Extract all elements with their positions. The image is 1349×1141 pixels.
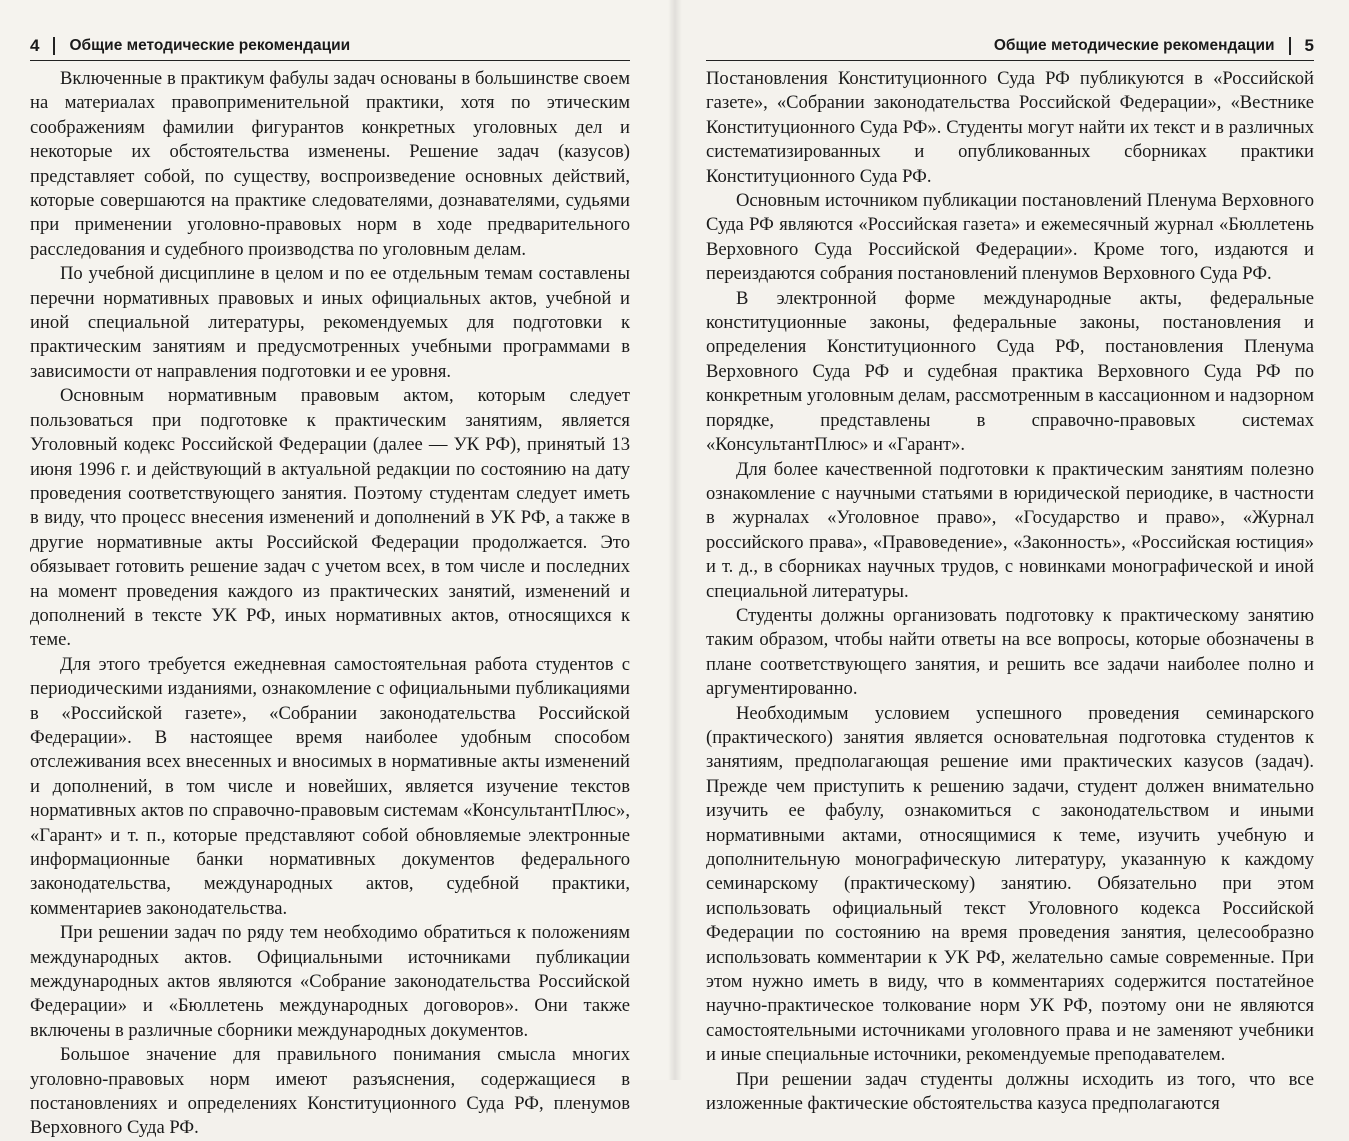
paragraph: При решении задач по ряду тем необходимо обратиться к положениям международных актов. Официальными источниками публикации международных актов являются «Собрание законодательства Российской Федерации» и «Бюллетень международных договоров». Они также включены в различные сборники международных документов. — [30, 922, 630, 1041]
paragraph: Необходимым условием успешного проведения семинарского (практического) занятия является основательная подготовка студентов к занятиям, предполагающая решение ими практических казусов (задач). Прежде чем приступить к решению задачи, студент должен внимательно изучить ее фабулу, ознакомиться с законодательством и иными нормативными актами, относящимися к теме, изучить учебную и дополнительную монографическую литературу, указанную к каждому семинарскому (практическому) занятию. Обязательно при этом использовать официальный текст Уголовного кодекса Российской Федерации по состоянию на время проведения занятия, целесообразно использовать комментарии к УК РФ, желательно самые современные. При этом нужно иметь в виду, что в комментариях содержится постатейное научно-практическое толкование норм УК РФ, поэтому они не являются самостоятельными источниками уголовного права и не заменяют учебники и иные специальные источники, рекомендуемые преподавателем. — [706, 702, 1314, 1066]
paragraph: При решении задач студенты должны исходить из того, что все изложенные фактические обстоятельства казуса предполагаются — [706, 1068, 1314, 1115]
paragraph: Большое значение для правильного понимания смысла многих уголовно-правовых норм имеют разъяснения, содержащиеся в постановлениях и определениях Конституционного Суда РФ, пленумов Верховного Суда РФ. — [30, 1044, 630, 1139]
left-running-header — [30, 34, 630, 61]
right-page-text — [706, 67, 1314, 1116]
paragraph: В электронной форме международные акты, федеральные конституционные законы, федеральные законы, постановления и определения Конституционного Суда РФ, постановления Пленума Верховного Суда РФ и судебная практика Верховного Суда РФ по конкретным уголовным делам, рассмотренным в кассационном и надзорном порядке, представлены в справочно-правовых системах «КонсультантПлюс» и «Гарант». — [706, 287, 1314, 456]
left-running-head: Общие методические рекомендации — [69, 37, 351, 54]
paragraph: По учебной дисциплине в целом и по ее отдельным темам составлены перечни нормативных правовых и иных официальных актов, учебной и иной специальной литературы, рекомендуемых для подготовки к практическим занятиям и предусмотренных учебными программами в зависимости от направления подготовки и ее уровня. — [30, 263, 630, 382]
left-page-number: 4 — [30, 36, 40, 55]
left-page — [0, 0, 670, 1139]
paragraph: Основным нормативным правовым актом, которым следует пользоваться при подготовке к практическим занятиям, является Уголовный кодекс Российской Федерации (далее — УК РФ), принятый 13 июня 1996 г. и действующий в актуальной редакции по состоянию на дату проведения соответствующего занятия. Поэтому студентам следует иметь в виду, что процесс внесения изменений и дополнений в УК РФ, а также в другие нормативные акты Российской Федерации продолжается. Это обязывает готовить решение задач с учетом всех, в том числе и последних на момент проведения каждого из практических занятий, изменений и дополнений в тексте УК РФ, иных нормативных актов, относящихся к теме. — [30, 385, 630, 651]
paragraph: Для этого требуется ежедневная самостоятельная работа студентов с периодическими изданиями, ознакомление с официальными публикациями в «Российской газете», «Собрании законодательства Российской Федерации». В настоящее время наиболее удобным способом отслеживания всех внесенных и вносимых в нормативные акты изменений и дополнений, в том числе и новейших, является изучение текстов нормативных актов по справочно-правовым системам «КонсультантПлюс», «Гарант» и т. п., которые представляют собой обновляемые электронные информационные банки нормативных документов федерального законодательства, международных актов, судебной практики, комментариев законодательства. — [30, 653, 630, 919]
paragraph: Студенты должны организовать подготовку к практическому занятию таким образом, чтобы найти ответы на все вопросы, которые обозначены в плане соответствующего занятия, и решить все задачи наиболее полно и аргументированно. — [706, 604, 1314, 700]
left-page-text — [30, 67, 630, 1141]
right-page — [670, 0, 1349, 1115]
header-separator — [1289, 37, 1291, 55]
header-separator — [53, 37, 55, 55]
right-page-number: 5 — [1304, 36, 1314, 55]
paragraph: Включенные в практикум фабулы задач основаны в большинстве своем на материалах правоприменительной практики, хотя по этическим соображениям фамилии фигурантов конкретных уголовных дел и некоторые их обстоятельства изменены. Решение задач (казусов) представляет собой, по существу, воспроизведение основных действий, которые совершаются на практике следователями, дознавателями, судьями при применении уголовно-правовых норм в ходе предварительного расследования и судебного производства по уголовным делам. — [30, 68, 630, 260]
paragraph: Постановления Конституционного Суда РФ публикуются в «Российской газете», «Собрании законодательства Российской Федерации», «Вестнике Конституционного Суда РФ». Студенты могут найти их текст и в различных систематизированных и опубликованных сборниках практики Конституционного Суда РФ. — [706, 68, 1314, 187]
paragraph: Основным источником публикации постановлений Пленума Верховного Суда РФ являются «Российская газета» и ежемесячный журнал «Бюллетень Верховного Суда Российской Федерации». Кроме того, издаются и переиздаются собрания постановлений пленумов Верховного Суда РФ. — [706, 190, 1314, 285]
right-running-head: Общие методические рекомендации — [993, 37, 1275, 54]
book-gutter — [668, 0, 682, 1080]
paragraph: Для более качественной подготовки к практическим занятиям полезно ознакомление с научными статьями в юридической периодике, в частности в журналах «Уголовное право», «Государство и право», «Журнал российского права», «Правоведение», «Законность», «Российская юстиция» и т. д., в сборниках научных трудов, с новинками монографической и иной специальной литературы. — [706, 458, 1314, 602]
right-running-header — [706, 34, 1314, 61]
